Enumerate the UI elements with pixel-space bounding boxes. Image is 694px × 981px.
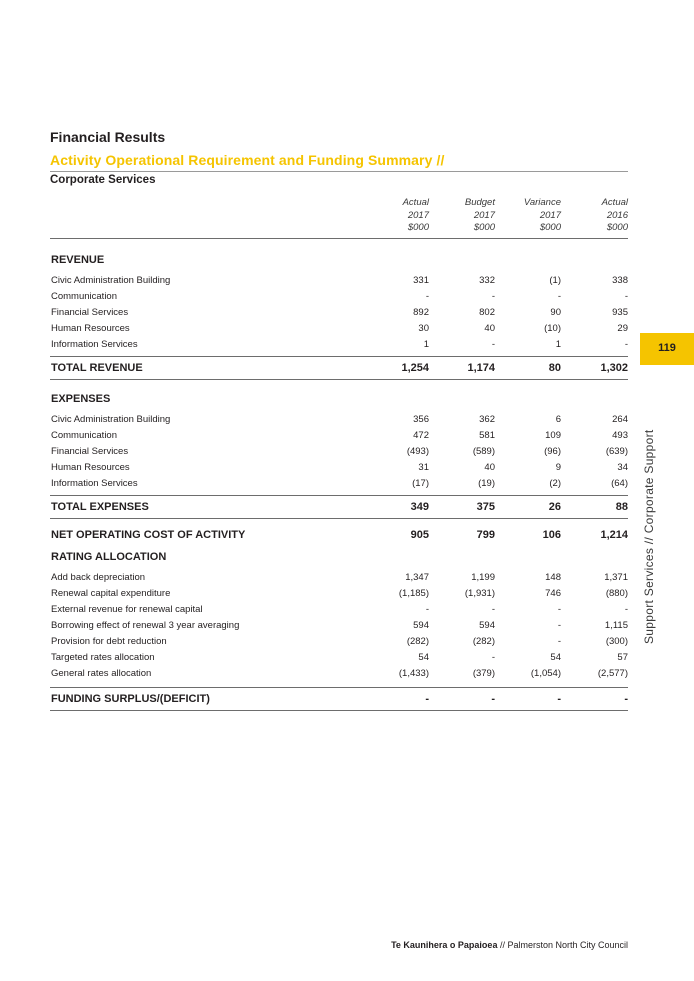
- section-heading-expenses: EXPENSES: [51, 393, 111, 405]
- title-divider: [50, 171, 628, 172]
- column-header-actual-2016: Actual 2016 $000: [601, 197, 628, 233]
- table-row: Borrowing effect of renewal 3 year averaging 594 594 - 1,115: [51, 620, 628, 631]
- page-title: Financial Results: [50, 129, 166, 145]
- total-expenses-row: TOTAL EXPENSES 349 375 26 88: [50, 495, 628, 519]
- column-header-variance-2017: Variance 2017 $000: [523, 197, 561, 233]
- table-header: [50, 196, 628, 239]
- funding-summary-table: [50, 196, 628, 711]
- subtitle: Corporate Services: [50, 174, 156, 186]
- table-row: Civic Administration Building 356 362 6 264: [51, 414, 628, 425]
- table-row: Communication 472 581 109 493: [51, 430, 628, 441]
- table-row: Human Resources 31 40 9 34: [51, 462, 628, 473]
- table-row: External revenue for renewal capital - - - -: [51, 604, 628, 615]
- footer-council-maori-name: Te Kaunihera o Papaioea: [391, 940, 498, 950]
- funding-surplus-row: FUNDING SURPLUS/(DEFICIT) - - - -: [50, 687, 628, 711]
- table-row: Financial Services 892 802 90 935: [51, 307, 628, 318]
- column-header-budget-2017: Budget 2017 $000: [464, 197, 495, 233]
- net-operating-cost-row: NET OPERATING COST OF ACTIVITY 905 799 106 1,214: [51, 529, 628, 541]
- table-row: Information Services 1 - 1 -: [51, 339, 628, 350]
- table-row: Communication - - - -: [51, 291, 628, 302]
- table-row: Human Resources 30 40 (10) 29: [51, 323, 628, 334]
- table-row: Information Services (17) (19) (2) (64): [51, 478, 628, 489]
- section-heading-rating-allocation: RATING ALLOCATION: [51, 551, 167, 563]
- table-row: Civic Administration Building 331 332 (1) 338: [51, 275, 628, 286]
- total-revenue-row: TOTAL REVENUE 1,254 1,174 80 1,302: [50, 356, 628, 380]
- table-row: Provision for debt reduction (282) (282) - (300): [51, 636, 628, 647]
- footer: [391, 940, 628, 950]
- section-heading-revenue: REVENUE: [51, 254, 105, 266]
- table-row: General rates allocation (1,433) (379) (1,054) (2,577): [51, 668, 628, 679]
- side-section-label: Support Services // Corporate Support: [642, 429, 656, 644]
- table-row: Financial Services (493) (589) (96) (639): [51, 446, 628, 457]
- table-row: Renewal capital expenditure (1,185) (1,931) 746 (880): [51, 588, 628, 599]
- column-header-actual-2017: Actual 2017 $000: [402, 197, 429, 233]
- table-row: Add back depreciation 1,347 1,199 148 1,371: [51, 572, 628, 583]
- footer-council-name: // Palmerston North City Council: [497, 940, 628, 950]
- section-title: Activity Operational Requirement and Funding Summary //: [50, 152, 445, 168]
- table-row: Targeted rates allocation 54 - 54 57: [51, 652, 628, 663]
- page-number-tab: 119: [640, 333, 694, 365]
